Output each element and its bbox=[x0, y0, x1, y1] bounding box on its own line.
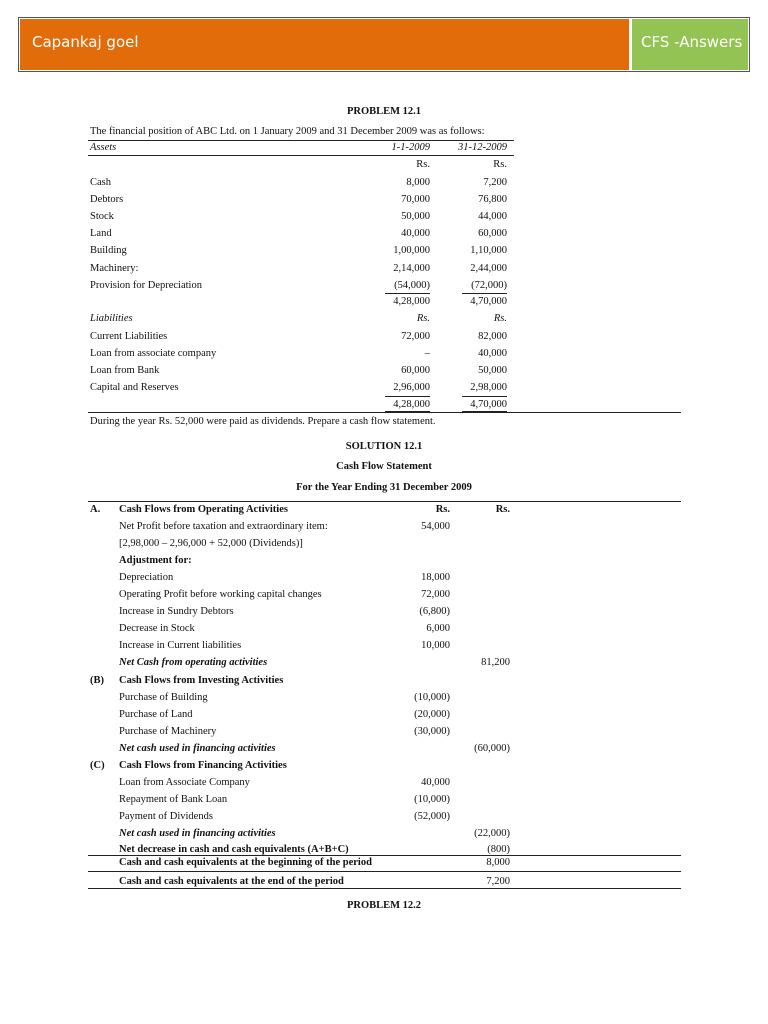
header-section: CFS -Answers bbox=[641, 33, 743, 51]
asset-value-1: (54,000) bbox=[394, 279, 430, 291]
liability-label: Current Liabilities bbox=[90, 331, 168, 342]
cfs-row-label: Net cash used in financing activities bbox=[119, 742, 276, 754]
header-author: Capankaj goel bbox=[32, 33, 139, 51]
cfs-value-a: (10,000) bbox=[414, 793, 450, 805]
rule-problem-end bbox=[88, 412, 681, 413]
cfs-row-label: Purchase of Machinery bbox=[119, 725, 217, 737]
assets-heading: Assets bbox=[90, 142, 117, 153]
liability-label: Capital and Reserves bbox=[90, 382, 179, 393]
liab-subtotal-rule-1 bbox=[385, 396, 430, 397]
rule-solution-end bbox=[88, 888, 681, 889]
net-decrease-label: Net decrease in cash and cash equivalents (A+B+C) bbox=[119, 844, 349, 855]
col-a-heading: Rs. bbox=[435, 504, 450, 515]
cfs-row-label: Cash Flows from Investing Activities bbox=[119, 674, 284, 686]
section-marker: A. bbox=[90, 504, 101, 515]
cfs-row-label: Net cash used in financing activities bbox=[119, 827, 276, 839]
cfs-row-label: Decrease in Stock bbox=[119, 623, 195, 635]
cfs-row-label: Increase in Sundry Debtors bbox=[119, 606, 234, 618]
liability-value-2: 40,000 bbox=[478, 348, 507, 359]
assets-subtotal-rule-2 bbox=[462, 293, 507, 294]
asset-value-1: 8,000 bbox=[406, 177, 430, 188]
col-b-heading: Rs. bbox=[495, 504, 510, 515]
assets-subtotal-rule-1 bbox=[385, 293, 430, 294]
liabilities-total-1: 4,28,000 bbox=[393, 399, 430, 410]
header-author-band bbox=[20, 19, 629, 70]
rule-header bbox=[88, 155, 514, 156]
cfs-value-a: (6,800) bbox=[419, 606, 450, 618]
asset-value-1: 70,000 bbox=[401, 194, 430, 206]
page-header bbox=[18, 17, 750, 72]
problem-intro: The financial position of ABC Ltd. on 1 January 2009 and 31 December 2009 was as follows: bbox=[90, 126, 485, 137]
rule-solution-top bbox=[88, 501, 681, 502]
cfs-value-a: 40,000 bbox=[421, 776, 450, 788]
liability-value-1: 72,000 bbox=[401, 331, 430, 342]
assets-total-2: 4,70,000 bbox=[470, 296, 507, 307]
liab-col1-unit: Rs. bbox=[416, 313, 430, 324]
col1-heading: 1-1-2009 bbox=[391, 142, 430, 153]
asset-label: Stock bbox=[90, 211, 114, 223]
cfs-row-label: Repayment of Bank Loan bbox=[119, 793, 228, 805]
asset-value-1: 50,000 bbox=[401, 211, 430, 223]
solution-title: SOLUTION 12.1 bbox=[345, 441, 423, 452]
cfs-row-label: Cash Flows from Financing Activities bbox=[119, 759, 287, 771]
assets-total-1: 4,28,000 bbox=[393, 296, 430, 307]
rule-before-end bbox=[88, 871, 681, 872]
cfs-value-a: 18,000 bbox=[421, 572, 450, 584]
col1-unit: Rs. bbox=[416, 159, 430, 170]
asset-label: Machinery: bbox=[90, 262, 139, 274]
liability-value-2: 50,000 bbox=[478, 365, 507, 376]
asset-value-2: (72,000) bbox=[471, 279, 507, 291]
section-marker: (C) bbox=[90, 759, 105, 771]
asset-value-2: 7,200 bbox=[483, 177, 507, 188]
liability-value-1: 60,000 bbox=[401, 365, 430, 376]
beginning-label: Cash and cash equivalents at the beginning of the period bbox=[119, 857, 372, 868]
liability-label: Loan from associate company bbox=[90, 348, 217, 359]
col2-heading: 31-12-2009 bbox=[458, 142, 507, 153]
header-section-band bbox=[632, 19, 748, 70]
liabilities-heading: Liabilities bbox=[90, 313, 133, 324]
asset-value-2: 1,10,000 bbox=[470, 245, 507, 257]
solution-subtitle: Cash Flow Statement bbox=[336, 461, 432, 472]
asset-value-1: 40,000 bbox=[401, 228, 430, 240]
cfs-value-a: 6,000 bbox=[426, 623, 450, 635]
asset-label: Land bbox=[90, 228, 112, 240]
cfs-row-label: Increase in Current liabilities bbox=[119, 640, 242, 652]
cfs-value-a: 54,000 bbox=[421, 521, 450, 533]
cfs-row-label: Depreciation bbox=[119, 572, 174, 584]
cfs-row-label: Cash Flows from Operating Activities bbox=[119, 504, 288, 515]
liability-value-2: 2,98,000 bbox=[470, 382, 507, 393]
cfs-row-label: Purchase of Building bbox=[119, 691, 208, 703]
cfs-value-b: (60,000) bbox=[474, 742, 510, 754]
cfs-row-label: Net Profit before taxation and extraordinary item: bbox=[119, 521, 328, 533]
asset-value-1: 2,14,000 bbox=[393, 262, 430, 274]
cfs-row-label: Net Cash from operating activities bbox=[119, 657, 268, 669]
problem-note: During the year Rs. 52,000 were paid as dividends. Prepare a cash flow statement. bbox=[90, 416, 436, 427]
liab-subtotal-rule-2 bbox=[462, 396, 507, 397]
cfs-row-label: [2,98,000 – 2,96,000 + 52,000 (Dividends)] bbox=[119, 538, 303, 550]
asset-label: Building bbox=[90, 245, 127, 257]
cfs-row-label: Operating Profit before working capital changes bbox=[119, 589, 322, 601]
cfs-value-a: 72,000 bbox=[421, 589, 450, 601]
asset-label: Provision for Depreciation bbox=[90, 279, 202, 291]
asset-value-2: 60,000 bbox=[478, 228, 507, 240]
cfs-value-a: (30,000) bbox=[414, 725, 450, 737]
section-marker: (B) bbox=[90, 674, 104, 686]
liabilities-total-2: 4,70,000 bbox=[470, 399, 507, 410]
asset-value-2: 44,000 bbox=[478, 211, 507, 223]
cfs-value-b: (22,000) bbox=[474, 827, 510, 839]
cfs-row-label: Adjustment for: bbox=[119, 555, 192, 567]
asset-value-2: 2,44,000 bbox=[470, 262, 507, 274]
liability-value-2: 82,000 bbox=[478, 331, 507, 342]
beginning-value: 8,000 bbox=[486, 857, 510, 868]
end-label: Cash and cash equivalents at the end of the period bbox=[119, 876, 344, 887]
liab-col2-unit: Rs. bbox=[493, 313, 507, 324]
cfs-row-label: Purchase of Land bbox=[119, 708, 193, 720]
cfs-row-label: Loan from Associate Company bbox=[119, 776, 250, 788]
cfs-value-a: 10,000 bbox=[421, 640, 450, 652]
asset-label: Debtors bbox=[90, 194, 124, 206]
end-value: 7,200 bbox=[486, 876, 510, 887]
net-decrease-value: (800) bbox=[487, 844, 510, 855]
liability-value-1: – bbox=[424, 348, 430, 359]
cfs-value-a: (20,000) bbox=[414, 708, 450, 720]
solution-period: For the Year Ending 31 December 2009 bbox=[296, 482, 472, 493]
next-problem-title: PROBLEM 12.2 bbox=[346, 900, 422, 911]
col2-unit: Rs. bbox=[493, 159, 507, 170]
problem-title: PROBLEM 12.1 bbox=[346, 106, 422, 117]
asset-label: Cash bbox=[90, 177, 111, 188]
cfs-row-label: Payment of Dividends bbox=[119, 810, 213, 822]
cfs-value-b: 81,200 bbox=[481, 657, 510, 669]
liability-label: Loan from Bank bbox=[90, 365, 160, 376]
asset-value-2: 76,800 bbox=[478, 194, 507, 206]
asset-value-1: 1,00,000 bbox=[393, 245, 430, 257]
liability-value-1: 2,96,000 bbox=[393, 382, 430, 393]
cfs-value-a: (52,000) bbox=[414, 810, 450, 822]
cfs-value-a: (10,000) bbox=[414, 691, 450, 703]
